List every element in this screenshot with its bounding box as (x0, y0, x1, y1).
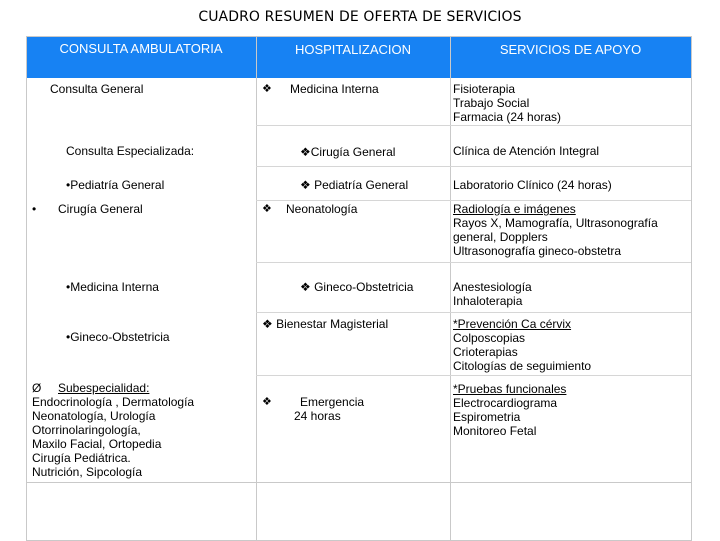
radiologia-title: Radiología e imágenes (453, 202, 576, 216)
row-divider (256, 200, 691, 201)
hosp-pediatria: ❖ Pediatría General (300, 178, 409, 192)
subespecialidad-line: Maxilo Facial, Ortopedia (32, 437, 162, 451)
pruebas-title: *Pruebas funcionales (453, 382, 567, 396)
consulta-cirugia: Cirugía General (58, 202, 143, 216)
pruebas-line: Espirometria (453, 410, 521, 424)
consulta-especializada: Consulta Especializada: (66, 144, 195, 158)
hosp-emergencia: Emergencia (300, 395, 365, 409)
consulta-general: Consulta General (50, 82, 144, 96)
pruebas-line: Monitoreo Fetal (453, 424, 537, 438)
header-hospitalizacion: HOSPITALIZACION (294, 42, 412, 57)
row-divider (256, 262, 691, 263)
radiologia-line: Rayos X, Mamografía, Ultrasonografía (453, 216, 658, 230)
hosp-emergencia-hours: 24 horas (294, 409, 341, 423)
page-title: CUADRO RESUMEN DE OFERTA DE SERVICIOS (198, 9, 522, 25)
subespecialidad-line: Nutrición, Sipcología (32, 465, 143, 479)
row-divider (256, 166, 691, 167)
apoyo-clinica: Clínica de Atención Integral (453, 144, 600, 158)
prevencion-title: *Prevención Ca cérvix (453, 317, 572, 331)
column-divider (450, 36, 451, 540)
row-divider (26, 482, 691, 483)
consulta-gineco: •Gineco-Obstetricia (66, 330, 170, 344)
subespecialidad-line: Cirugía Pediátrica. (32, 451, 131, 465)
pruebas-line: Electrocardiograma (453, 396, 558, 410)
prevencion-line: Citologías de seguimiento (453, 359, 592, 373)
hosp-medicina: Medicina Interna (290, 82, 379, 96)
row-divider (256, 312, 691, 313)
subespecialidad-line: Otorrinolaringología, (32, 423, 141, 437)
subespecialidad-title: Subespecialidad: (58, 381, 150, 395)
column-divider (256, 36, 257, 540)
radiologia-line: Ultrasonografía gineco-obstetra (453, 244, 622, 258)
header-apoyo: SERVICIOS DE APOYO (499, 42, 642, 57)
apoyo-item: Farmacia (24 horas) (453, 110, 562, 124)
bullet-dot: • (32, 202, 37, 216)
apoyo-item: Inhaloterapia (453, 294, 523, 308)
header-consulta: CONSULTA AMBULATORIA (59, 41, 223, 56)
hosp-bienestar: ❖ Bienestar Magisterial (262, 317, 389, 331)
hosp-neonatologia: Neonatología (286, 202, 358, 216)
apoyo-item: Trabajo Social (453, 96, 530, 110)
consulta-pediatria: •Pediatría General (66, 178, 165, 192)
prevencion-line: Crioterapias (453, 345, 518, 359)
row-divider (256, 125, 691, 126)
consulta-medicina: •Medicina Interna (66, 280, 159, 294)
hosp-cirugia: ❖Cirugía General (300, 145, 396, 159)
radiologia-line: general, Dopplers (453, 230, 548, 244)
row-divider (256, 375, 691, 376)
diamond-bullet-icon: ❖ (262, 203, 272, 215)
diamond-bullet-icon: ❖ (262, 396, 272, 408)
prevencion-line: Colposcopias (453, 331, 526, 345)
apoyo-laboratorio: Laboratorio Clínico (24 horas) (453, 178, 612, 192)
diamond-bullet-icon: ❖ (262, 83, 272, 95)
apoyo-item: Anestesiología (453, 280, 532, 294)
apoyo-item: Fisioterapia (453, 82, 516, 96)
hosp-gineco: ❖ Gineco-Obstetricia (300, 280, 414, 294)
arrow-bullet-icon: Ø (32, 381, 42, 395)
subespecialidad-line: Endocrinología , Dermatología (32, 395, 195, 409)
subespecialidad-line: Neonatología, Urología (32, 409, 156, 423)
